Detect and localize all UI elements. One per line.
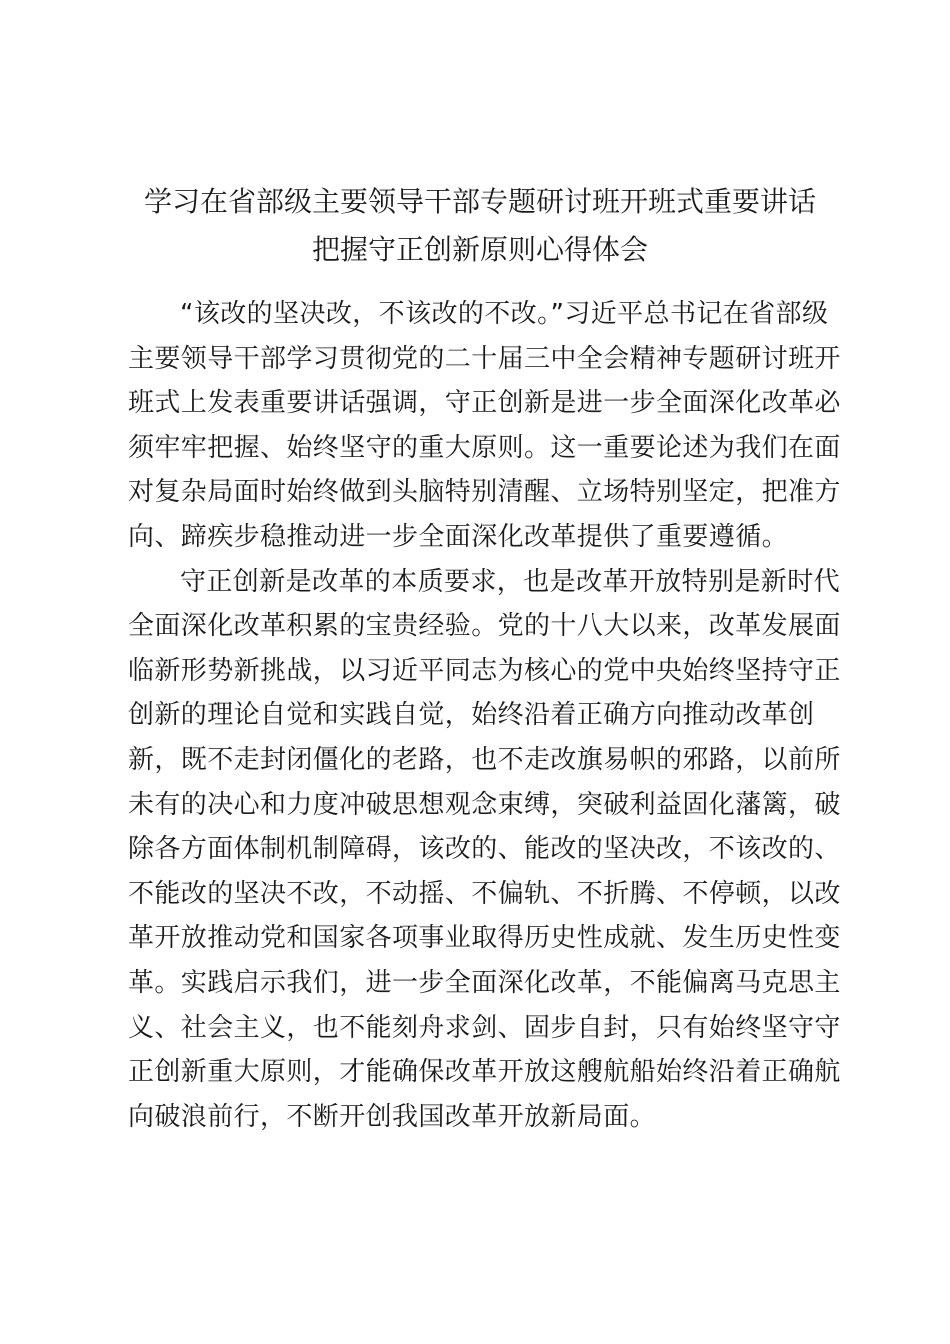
paragraph-line: 向、蹄疾步稳推动进一步全面深化改革提供了重要遵循。 xyxy=(128,521,789,552)
paragraph-line: 义、社会主义，也不能刻舟求剑、固步自封，只有始终坚守守 xyxy=(128,1012,841,1043)
document-body xyxy=(128,292,841,1139)
paragraph-line: 须牢牢把握、始终坚守的重大原则。这一重要论述为我们在面 xyxy=(128,432,841,463)
document-title xyxy=(100,178,860,274)
paragraph-line: 不能改的坚决不改，不动摇、不偏轨、不折腾、不停顿，以改 xyxy=(128,878,841,909)
paragraph-line: 新，既不走封闭僵化的老路，也不走改旗易帜的邪路，以前所 xyxy=(128,744,841,775)
paragraph-line: 守正创新是改革的本质要求，也是改革开放特别是新时代 xyxy=(180,566,841,597)
title-line: 学习在省部级主要领导干部专题研讨班开班式重要讲话 xyxy=(143,185,816,218)
paragraph-2 xyxy=(128,560,841,1140)
title-line: 把握守正创新原则心得体会 xyxy=(311,233,648,266)
paragraph-line: 班式上发表重要讲话强调，守正创新是进一步全面深化改革必 xyxy=(128,388,841,419)
paragraph-line: 革开放推动党和国家各项事业取得历史性成就、发生历史性变 xyxy=(128,923,841,954)
paragraph-line: “该改的坚决改，不该改的不改。”习近平总书记在省部级 xyxy=(180,299,829,329)
paragraph-line: 正创新重大原则，才能确保改革开放这艘航船始终沿着正确航 xyxy=(128,1057,841,1088)
paragraph-line: 除各方面体制机制障碍，该改的、能改的坚决改，不该改的、 xyxy=(128,834,841,865)
paragraph-line: 临新形势新挑战，以习近平同志为核心的党中央始终坚持守正 xyxy=(128,655,841,686)
paragraph-1 xyxy=(128,292,841,560)
paragraph-line: 创新的理论自觉和实践自觉，始终沿着正确方向推动改革创 xyxy=(128,700,815,731)
paragraph-line: 革。实践启示我们，进一步全面深化改革，不能偏离马克思主 xyxy=(128,967,841,998)
paragraph-line: 主要领导干部学习贯彻党的二十届三中全会精神专题研讨班开 xyxy=(128,343,841,374)
paragraph-line: 向破浪前行，不断开创我国改革开放新局面。 xyxy=(128,1101,657,1132)
paragraph-line: 对复杂局面时始终做到头脑特别清醒、立场特别坚定，把准方 xyxy=(128,477,841,508)
paragraph-line: 未有的决心和力度冲破思想观念束缚，突破利益固化藩篱，破 xyxy=(128,789,841,820)
paragraph-line: 全面深化改革积累的宝贵经验。党的十八大以来，改革发展面 xyxy=(128,611,841,642)
